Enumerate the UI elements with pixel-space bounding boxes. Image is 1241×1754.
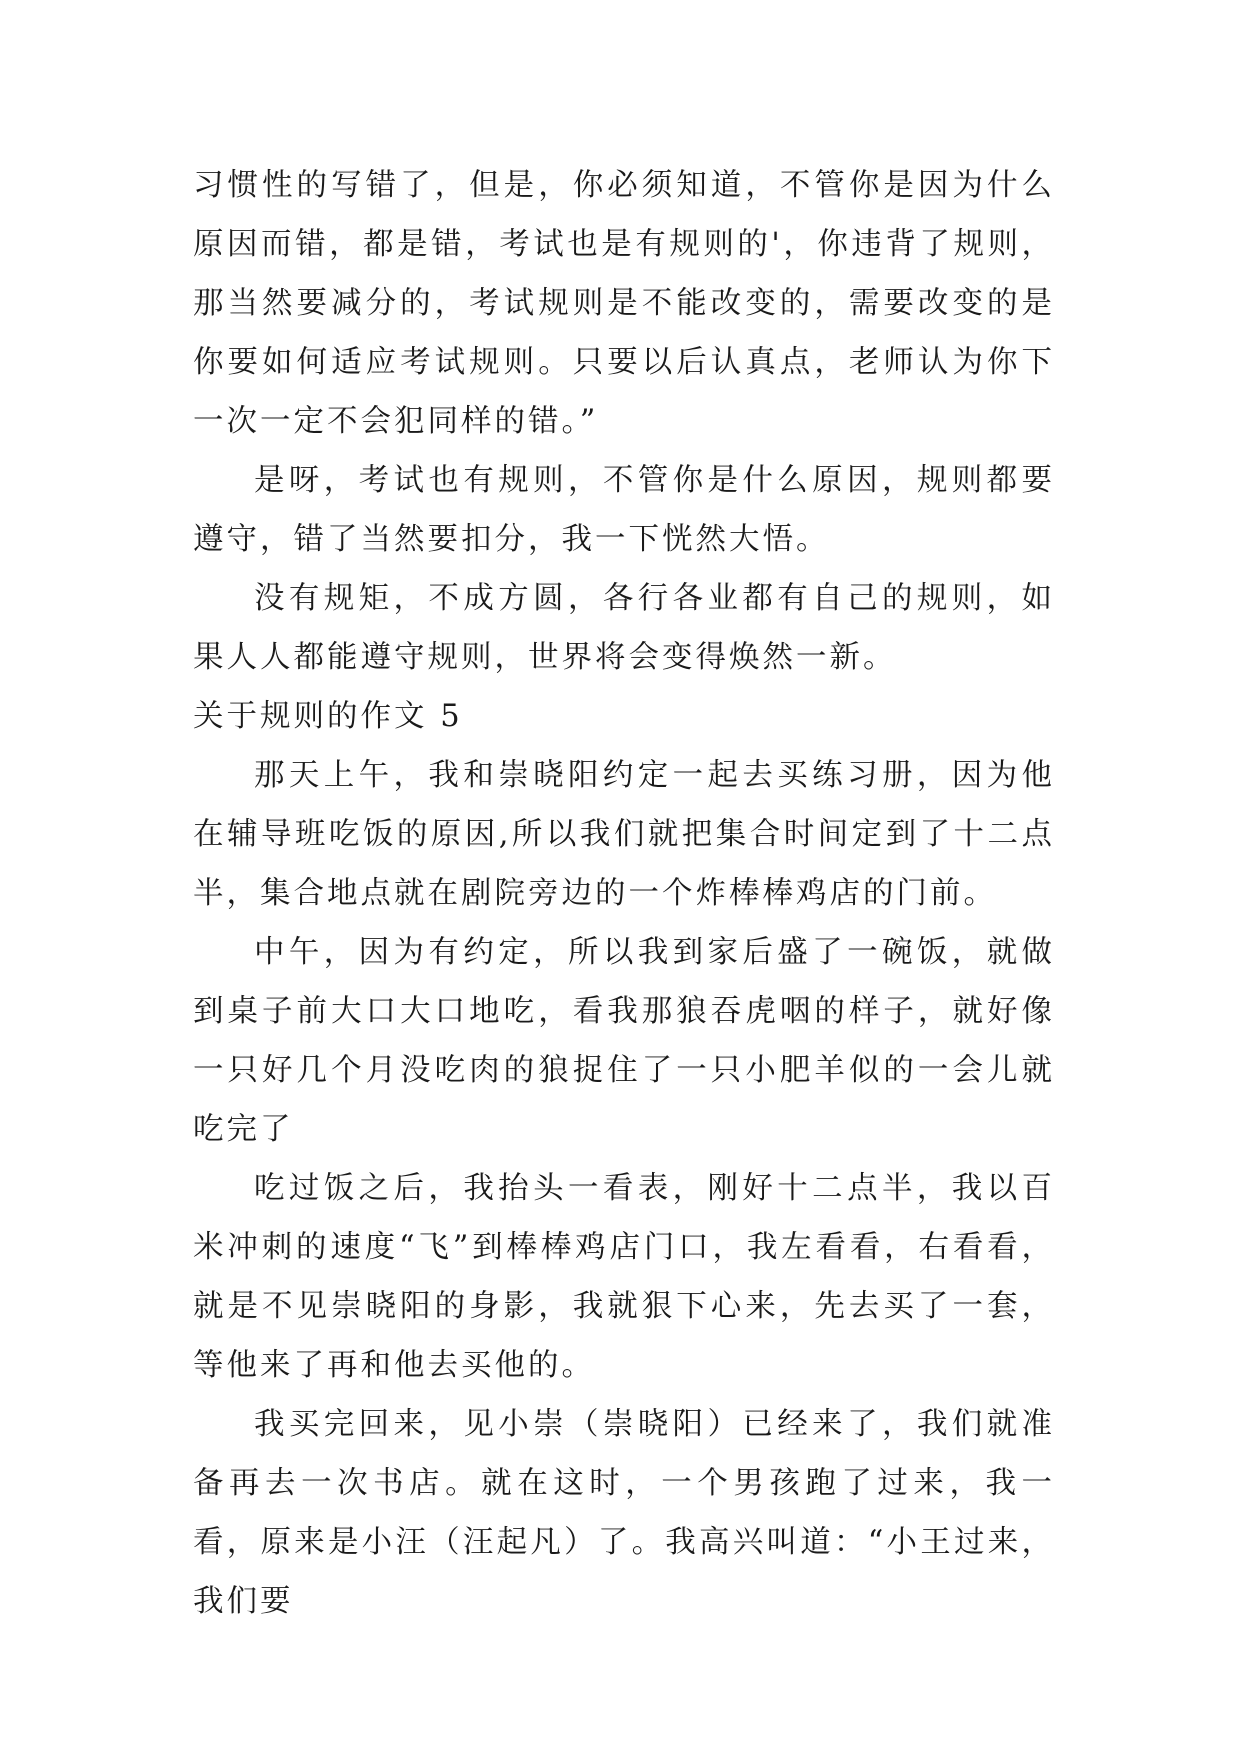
paragraph: 那天上午，我和崇晓阳约定一起去买练习册，因为他在辅导班吃饭的原因,所以我们就把集合时间定到了十二点半，集合地点就在剧院旁边的一个炸棒棒鸡店的门前。 xyxy=(193,758,1055,911)
paragraph: 中午，因为有约定，所以我到家后盛了一碗饭，就做到桌子前大口大口地吃，看我那狼吞虎咽的样子，就好像一只好几个月没吃肉的狼捉住了一只小肥羊似的一会儿就吃完了 xyxy=(193,935,1055,1147)
section-heading: 关于规则的作文 5 xyxy=(193,699,463,734)
paragraph: 吃过饭之后，我抬头一看表，刚好十二点半，我以百米冲刺的速度“飞”到棒棒鸡店门口，我左看看，右看看，就是不见崇晓阳的身影，我就狠下心来，先去买了一套，等他来了再和他去买他的。 xyxy=(193,1171,1055,1383)
paragraph: 我买完回来，见小崇（崇晓阳）已经来了，我们就准备再去一次书店。就在这时，一个男孩跑了过来，我一看，原来是小汪（汪起凡）了。我高兴叫道：“小王过来，我们要 xyxy=(193,1407,1055,1619)
paragraph: 是呀，考试也有规则，不管你是什么原因，规则都要遵守，错了当然要扣分，我一下恍然大悟。 xyxy=(193,463,1055,557)
document-body xyxy=(193,156,1055,1631)
paragraph: 习惯性的写错了，但是，你必须知道，不管你是因为什么原因而错，都是错，考试也是有规则的'，你违背了规则，那当然要减分的，考试规则是不能改变的，需要改变的是你要如何适应考试规则。只要以后认真点，老师认为你下一次一定不会犯同样的错。” xyxy=(193,168,1055,439)
paragraph: 没有规矩，不成方圆，各行各业都有自己的规则，如果人人都能遵守规则，世界将会变得焕然一新。 xyxy=(193,581,1055,675)
